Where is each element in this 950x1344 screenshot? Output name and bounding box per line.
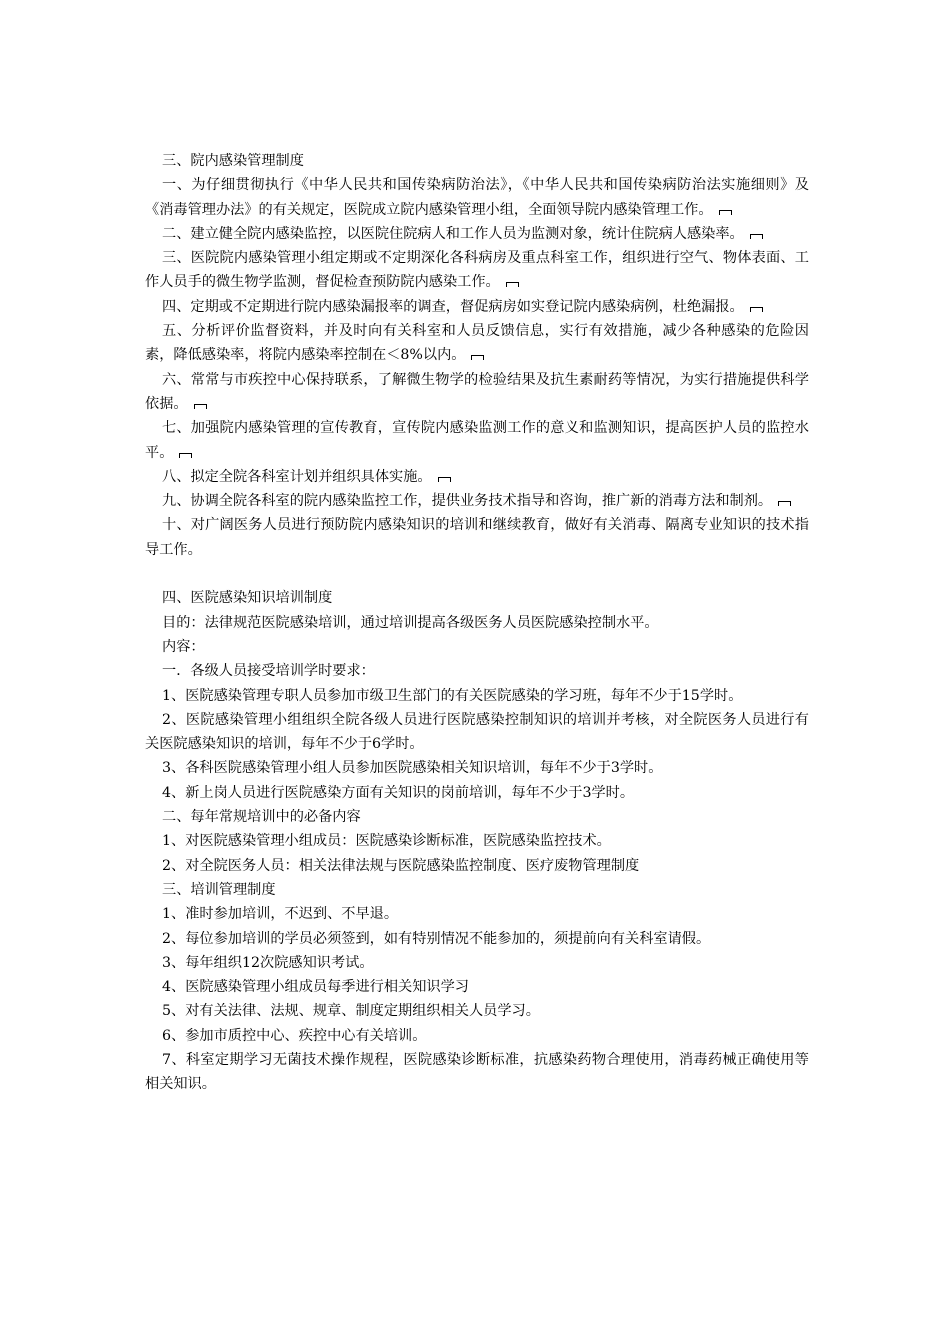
section3-title: 三、院内感染管理制度: [162, 153, 304, 169]
section4-line: 2、医院感染管理小组组织全院各级人员进行医院感染控制知识的培训并考核，对全院医务人员进行有关医院感染知识的培训，每年不少于6学时。: [145, 711, 809, 753]
section3-item-3: 三、医院院内感染管理小组定期或不定期深化各科病房及重点科室工作，组织进行空气、物体表面、工作人员手的微生物学监测，督促检查预防院内感染工作。: [145, 250, 809, 291]
section4-line: 3、每年组织12次院感知识考试。: [162, 954, 374, 971]
document-page: [145, 149, 809, 1097]
section3-item-5: 五、分析评价监督资料，并及时向有关科室和人员反馈信息，实行有效措施，减少各种感染的危险因素，降低感染率，将院内感染率控制在＜8%以内。: [145, 323, 809, 364]
section4-line: 1、医院感染管理专职人员参加市级卫生部门的有关医院感染的学习班，每年不少于15学时。: [162, 687, 743, 704]
paragraph-mark-icon: [750, 307, 763, 312]
section3-item-10: 十、对广阔医务人员进行预防院内感染知识的培训和继续教育，做好有关消毒、隔离专业知识的技术指导工作。: [145, 517, 809, 558]
section4-line: 一．各级人员接受培训学时要求：: [162, 663, 375, 680]
section3-item-9: 九、协调全院各科室的院内感染监控工作，提供业务技术指导和咨询，推广新的消毒方法和制剂。: [145, 489, 809, 513]
section4-line: 三、培训管理制度: [162, 881, 276, 898]
section4-line: 1、准时参加培训，不迟到、不早退。: [162, 906, 399, 923]
paragraph-mark-icon: [438, 477, 451, 482]
section3-item-6: 六、常常与市疾控中心保持联系，了解微生物学的检验结果及抗生素耐药等情况，为实行措施提供科学依据。: [145, 371, 809, 412]
section3-item-7: 七、加强院内感染管理的宣传教育，宣传院内感染监测工作的意义和监测知识，提高医护人员的监控水平。: [145, 420, 809, 461]
paragraph-mark-icon: [506, 282, 519, 287]
paragraph-mark-icon: [778, 501, 791, 506]
section3-item-1: 一、为仔细贯彻执行《中华人民共和国传染病防治法》，《中华人民共和国传染病防治法实施细则》及《消毒管理办法》的有关规定，医院成立院内感染管理小组，全面领导院内感染管理工作。: [145, 177, 809, 218]
paragraph-mark-icon: [471, 355, 484, 360]
section3-item-4: 四、定期或不定期进行院内感染漏报率的调查，督促病房如实登记院内感染病例，杜绝漏报。: [145, 295, 809, 319]
section4-line: 2、每位参加培训的学员必须签到，如有特别情况不能参加的，须提前向有关科室请假。: [162, 930, 711, 947]
section4-line: 1、对医院感染管理小组成员：医院感染诊断标准，医院感染监控技术。: [162, 833, 611, 850]
section3-item-2: 二、建立健全院内感染监控，以医院住院病人和工作人员为监测对象，统计住院病人感染率。: [145, 222, 809, 246]
paragraph-mark-icon: [179, 453, 192, 458]
section3-item-8: 八、拟定全院各科室计划并组织具体实施。: [145, 465, 809, 489]
section4-line: 二、每年常规培训中的必备内容: [162, 809, 361, 826]
section4-title: 四、医院感染知识培训制度: [162, 590, 333, 607]
section4-line: 4、新上岗人员进行医院感染方面有关知识的岗前培训，每年不少于3学时。: [162, 784, 635, 801]
section-gap: [145, 562, 809, 586]
section4-line: 2、对全院医务人员：相关法律法规与医院感染监控制度、医疗废物管理制度: [162, 857, 640, 874]
paragraph-mark-icon: [194, 404, 207, 409]
section4-purpose: 目的：法律规范医院感染培训，通过培训提高各级医务人员医院感染控制水平。: [162, 614, 659, 631]
section4-line: 6、参加市质控中心、疾控中心有关培训。: [162, 1027, 427, 1044]
section4-line: 3、各科医院感染管理小组人员参加医院感染相关知识培训，每年不少于3学时。: [162, 760, 663, 777]
section4-line: 4、医院感染管理小组成员每季进行相关知识学习: [162, 979, 469, 996]
paragraph-mark-icon: [719, 210, 732, 215]
section4-line: 5、对有关法律、法规、规章、制度定期组织相关人员学习。: [162, 1003, 540, 1020]
section4-line: 7、科室定期学习无菌技术操作规程，医院感染诊断标准，抗感染药物合理使用，消毒药械正确使用等相关知识。: [145, 1051, 809, 1093]
paragraph-mark-icon: [750, 234, 763, 239]
section4-content-label: 内容：: [162, 638, 205, 655]
